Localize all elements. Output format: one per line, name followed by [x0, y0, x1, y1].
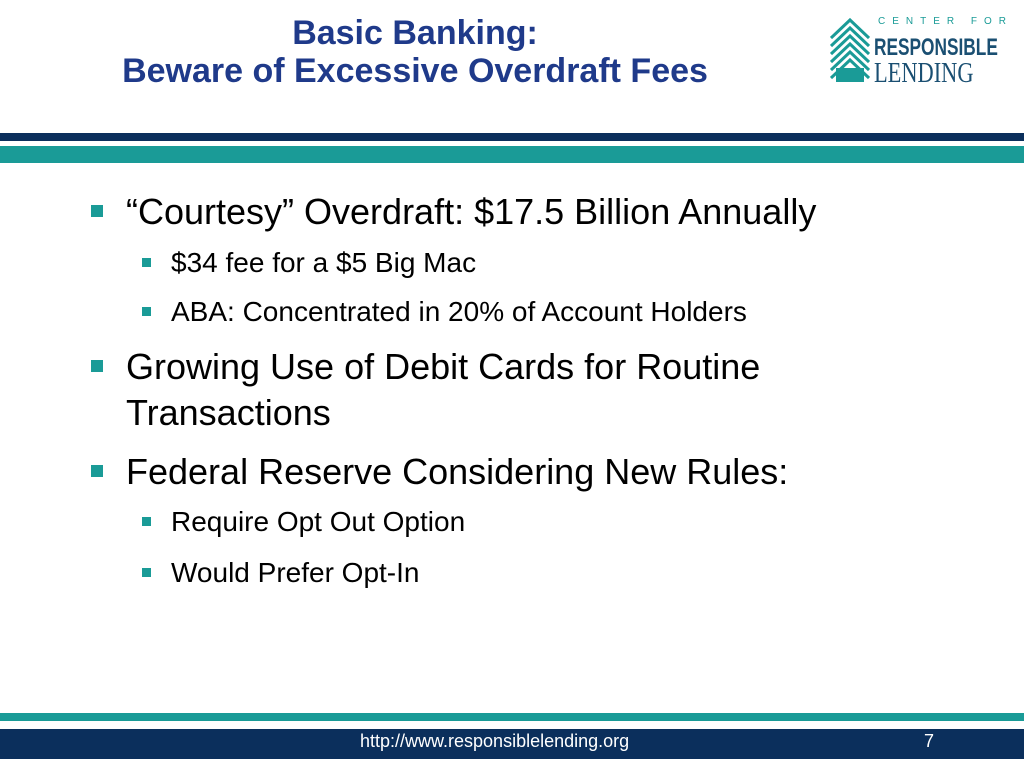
bullet-square-icon: [142, 568, 151, 577]
bullet-square-icon: [142, 517, 151, 526]
sub-bullet-1-1: $34 fee for a $5 Big Mac: [171, 247, 477, 278]
slide-title-line-1: Basic Banking:: [292, 14, 538, 52]
logo-text-center-for: CENTER FOR: [878, 16, 1013, 27]
header-rule-teal: [0, 146, 1024, 163]
sub-bullet-1-2: ABA: Concentrated in 20% of Account Holders: [171, 296, 747, 327]
sub-bullet-3-2: Would Prefer Opt-In: [171, 557, 420, 588]
bullet-2-line-2: Transactions: [126, 392, 331, 433]
logo: [830, 14, 1013, 89]
bullet-square-icon: [142, 258, 151, 267]
slide-title-line-2: Beware of Excessive Overdraft Fees: [122, 52, 708, 90]
page-number: 7: [924, 731, 935, 751]
footer-url: http://www.responsiblelending.org: [360, 731, 630, 751]
bullet-square-icon: [91, 205, 103, 217]
footer-rule-teal: [0, 713, 1024, 721]
logo-text-responsible: RESPONSIBLE: [874, 34, 998, 61]
bullet-2-line-1: Growing Use of Debit Cards for Routine: [126, 346, 761, 387]
bullet-3: Federal Reserve Considering New Rules:: [126, 451, 789, 492]
sub-bullet-3-1: Require Opt Out Option: [171, 506, 466, 537]
bullet-1: “Courtesy” Overdraft: $17.5 Billion Annually: [126, 191, 817, 232]
logo-house-icon: [830, 16, 870, 84]
bullet-square-icon: [91, 465, 103, 477]
bullet-square-icon: [91, 360, 103, 372]
slide-title: [0, 14, 830, 90]
header-rule-navy: [0, 133, 1024, 141]
bullet-square-icon: [142, 307, 151, 316]
logo-text-lending: LENDING: [874, 58, 974, 89]
